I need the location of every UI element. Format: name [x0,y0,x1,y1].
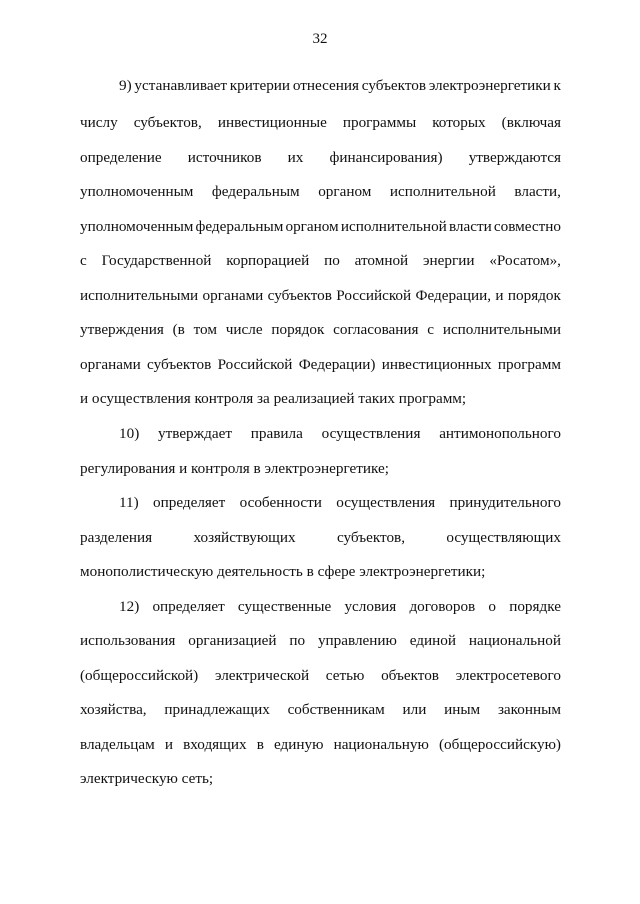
word: Государственной [101,252,212,269]
word: единую [273,736,324,753]
text-line [119,424,561,444]
word: утверждения [80,321,164,338]
word: их [287,149,304,166]
word: инвестиционные [217,114,327,131]
text-line [119,76,561,96]
word: осуществляющих [446,529,561,546]
word: субъектов [267,287,332,304]
word: порядок [271,321,325,338]
word: федеральным [211,183,300,200]
word: 10) [119,425,140,442]
word: «Росатом», [489,252,561,269]
text-line [119,597,561,617]
word: органами [202,287,264,304]
word: законным [497,701,561,718]
word: (общероссийскую) [438,736,561,753]
text-line: и осуществления контроля за реализацией таких программ; [80,390,467,407]
word: финансирования) [329,149,443,166]
word: органом [285,218,339,235]
word: числе [225,321,263,338]
text-line [80,355,561,375]
word: по [289,632,306,649]
word: принудительного [449,494,561,511]
word: критерии [229,77,291,94]
word: том [193,321,217,338]
word: с [427,321,435,338]
word: договоров [409,598,476,615]
word: атомной [354,252,409,269]
word: (в [172,321,185,338]
text-line [80,631,561,651]
word: порядок [507,287,561,304]
text-line: регулирования и контроля в электроэнергетике; [80,460,389,477]
word: о [488,598,497,615]
word: власти, [514,183,561,200]
word: органами [80,356,141,373]
word: принадлежащих [164,701,270,718]
word: 11) [119,494,139,511]
word: исполнительными [80,287,199,304]
word: исполнительной [389,183,496,200]
page-number: 32 [312,31,328,47]
word: особенности [239,494,322,511]
word: субъектов [361,77,427,94]
word: или [402,701,427,718]
word: и [495,287,504,304]
word: единой [409,632,457,649]
word: правила [250,425,303,442]
word: федеральным [195,218,284,235]
word: по [324,252,340,269]
word: Федерации) [298,356,376,373]
word: национальной [468,632,561,649]
word: организацией [188,632,277,649]
word: уполномоченным [80,183,194,200]
word: сетью [325,667,365,684]
word: источников [187,149,262,166]
word: порядке [509,598,561,615]
word: иным [444,701,481,718]
word: исполнительной [340,218,447,235]
word: числу [80,114,118,131]
word: субъектов [147,356,212,373]
word: условия [344,598,397,615]
word: национальную [333,736,429,753]
word: уполномоченным [80,218,194,235]
text-line [80,528,561,548]
word: согласования [333,321,419,338]
word: электроэнергетики [428,77,551,94]
word: 9) [119,77,132,94]
word: разделения [80,529,153,546]
word: субъектов, [336,529,406,546]
word: в [256,736,264,753]
word: устанавливает [134,77,227,94]
word: электросетевого [455,667,561,684]
word: и [164,736,173,753]
word: использования [80,632,176,649]
text-line: электрическую сеть; [80,770,214,787]
word: корпорацией [226,252,310,269]
text-line: монополистическую деятельность в сфере электроэнергетики; [80,563,486,580]
word: антимонопольного [439,425,561,442]
word: исполнительными [442,321,561,338]
word: хозяйства, [80,701,147,718]
word: органом [318,183,372,200]
text-line [80,700,561,720]
text-line [80,320,561,340]
word: объектов [381,667,439,684]
word: утверждаются [468,149,561,166]
word: к [553,77,561,94]
word: хозяйствующих [193,529,296,546]
word: субъектов, [133,114,202,131]
word: существенные [237,598,332,615]
word: Российской [336,287,412,304]
text-line [80,666,561,686]
word: входящих [183,736,247,753]
word: собственникам [287,701,385,718]
word: Российской [217,356,293,373]
word: программы [342,114,417,131]
word: утверждает [158,425,232,442]
word: 12) [119,598,140,615]
word: управлению [317,632,397,649]
word: отнесения [292,77,360,94]
text-line [80,148,561,168]
word: осуществления [336,494,436,511]
word: совместно [493,218,561,235]
word: власти [448,218,492,235]
word: (включая [501,114,561,131]
word: с [80,252,87,269]
word: осуществления [321,425,421,442]
text-line [80,286,561,306]
word: определение [80,149,162,166]
word: владельцам [80,736,155,753]
word: определяет [152,598,225,615]
word: которых [432,114,486,131]
text-line [119,493,561,513]
word: программ [497,356,561,373]
word: (общероссийской) [80,667,199,684]
text-line [80,113,561,133]
word: Федерации, [415,287,492,304]
text-line [80,735,561,755]
text-line [80,217,561,237]
word: определяет [153,494,226,511]
text-line [80,182,561,202]
text-line [80,251,561,271]
word: электрической [214,667,310,684]
word: энергии [423,252,475,269]
word: инвестиционных [381,356,492,373]
